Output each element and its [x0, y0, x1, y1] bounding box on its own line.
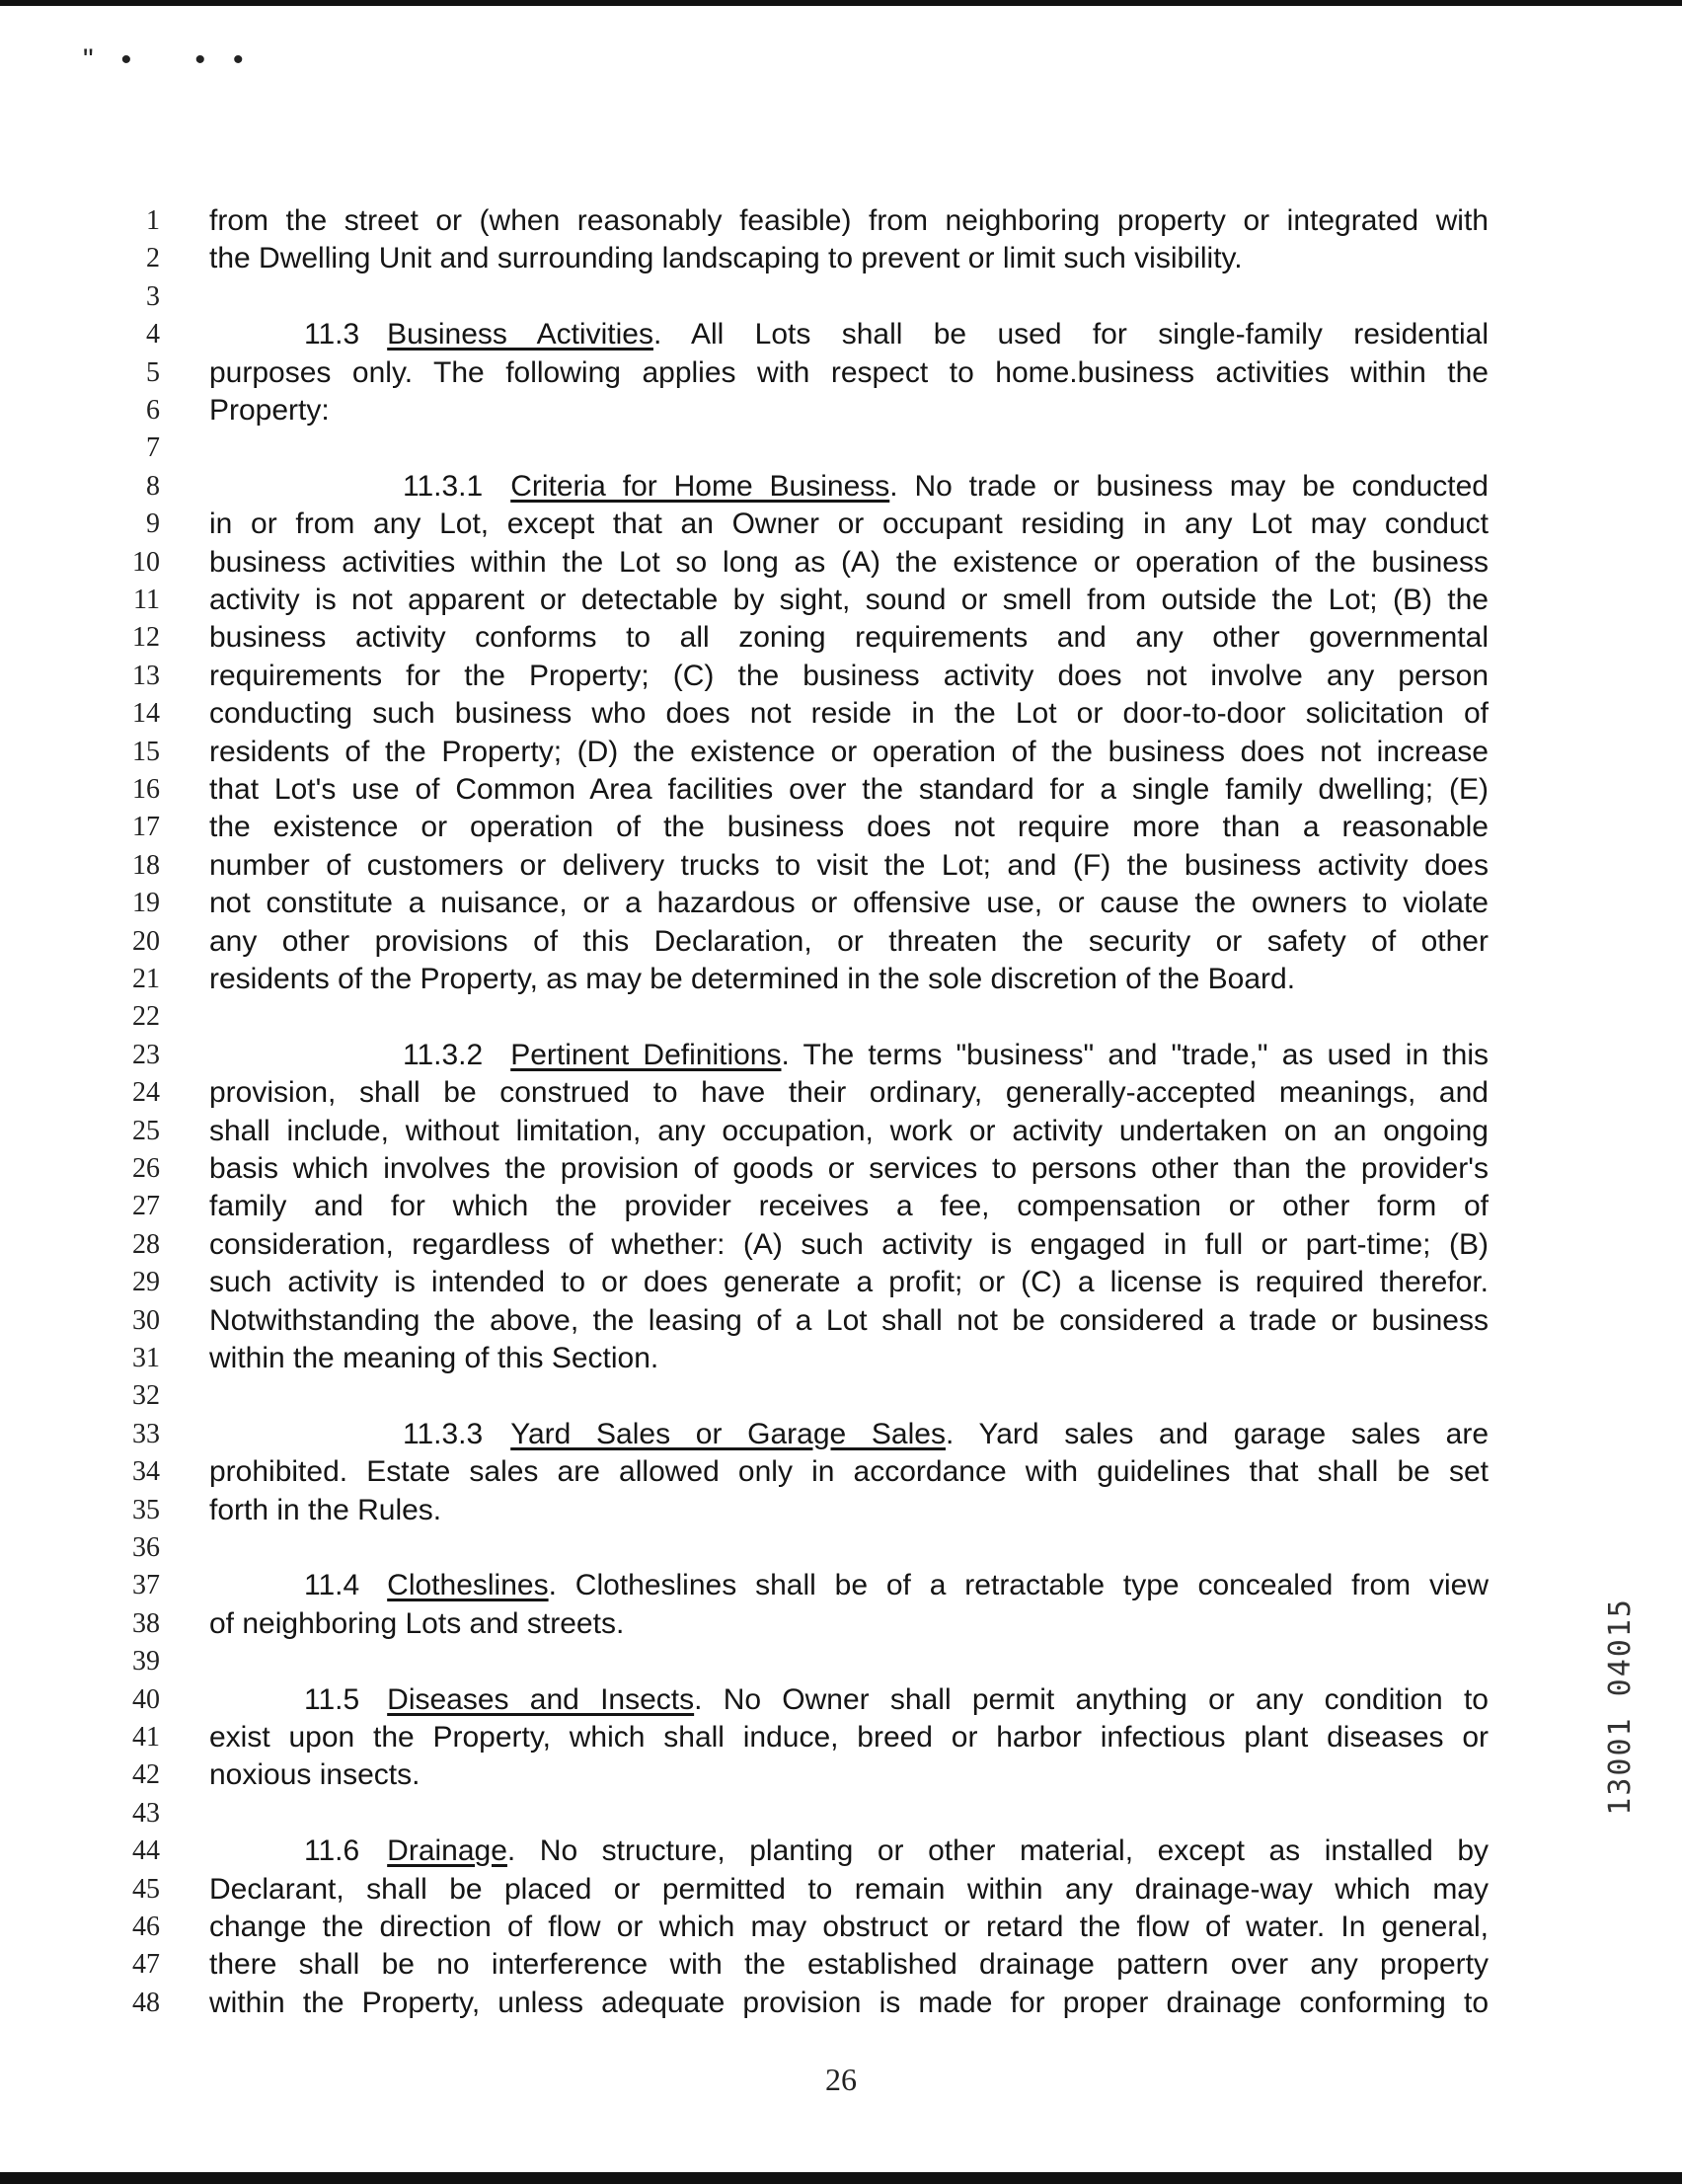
document-line [0, 583, 1682, 620]
line-text: of neighboring Lots and streets. [209, 1606, 625, 1640]
line-number: 32 [132, 1380, 160, 1412]
line-text: requirements for the Property; (C) the business activity does not involve any person [209, 659, 1489, 692]
document-line [0, 355, 1682, 393]
line-text: within the meaning of this Section. [209, 1342, 659, 1374]
document-line [0, 1910, 1682, 1947]
document-line [0, 279, 1682, 317]
page-number: 26 [825, 2062, 857, 2097]
line-text: consideration, regardless of whether: (A) such activity is engaged in full or part-time; (B) [209, 1227, 1489, 1261]
document-line [0, 1114, 1682, 1151]
document-line [0, 1796, 1682, 1833]
document-line [0, 1947, 1682, 1985]
line-number: 2 [146, 243, 160, 274]
line-number: 31 [132, 1343, 160, 1373]
document-line [0, 1189, 1682, 1226]
line-number: 45 [132, 1873, 160, 1905]
line-text: change the direction of flow or which may obstruct or retard the flow of water. In general, [209, 1911, 1489, 1943]
line-text: business activities within the Lot so long as (A) the existence or operation of the business [209, 545, 1489, 579]
section-title: Business Activities [387, 318, 653, 351]
section-heading-line [209, 317, 1489, 352]
section-number: 11.3.2 [403, 1038, 484, 1071]
line-number: 37 [132, 1570, 160, 1601]
line-number: 5 [146, 356, 160, 388]
line-number: 34 [132, 1456, 160, 1488]
line-number: 3 [146, 280, 160, 312]
document-line [0, 1606, 1682, 1644]
line-number: 9 [146, 508, 160, 540]
document-line [0, 1038, 1682, 1075]
line-number: 12 [132, 622, 160, 654]
line-number: 11 [133, 585, 160, 615]
line-number: 26 [132, 1153, 160, 1184]
document-line [0, 772, 1682, 810]
document-line [0, 430, 1682, 468]
section-text: . Yard sales and garage sales are [945, 1417, 1490, 1450]
line-number: 18 [132, 849, 160, 881]
section-number: 11.5 [304, 1682, 360, 1716]
line-text: the Dwelling Unit and surrounding landscaping to prevent or limit such visibility. [209, 242, 1243, 275]
line-text: residents of the Property; (D) the existence or operation of the business does not increase [209, 735, 1489, 768]
section-heading-line [209, 1682, 1489, 1718]
document-stamp: 13001 04015 [1603, 1598, 1638, 1816]
line-number: 30 [132, 1304, 160, 1336]
line-number: 13 [132, 660, 160, 691]
line-number: 33 [132, 1418, 160, 1449]
line-text: not constitute a nuisance, or a hazardous or offensive use, or cause the owners to violate [209, 887, 1489, 920]
scan-bottom-edge [0, 2172, 1682, 2184]
line-number: 10 [132, 546, 160, 578]
document-line [0, 848, 1682, 886]
document-line [0, 1568, 1682, 1605]
line-text: within the Property, unless adequate provision is made for proper drainage conforming to [209, 1986, 1489, 2019]
line-number: 36 [132, 1532, 160, 1563]
document-line [0, 999, 1682, 1037]
line-text: conducting such business who does not reside in the Lot or door-to-door solicitation of [209, 697, 1489, 731]
line-text: exist upon the Property, which shall induce, breed or harbor infectious plant diseases or [209, 1721, 1489, 1754]
line-text: there shall be no interference with the established drainage pattern over any property [209, 1948, 1489, 1982]
line-number: 20 [132, 925, 160, 957]
section-number: 11.4 [304, 1569, 360, 1602]
document-line [0, 1227, 1682, 1265]
document-line [0, 1720, 1682, 1757]
line-text: Notwithstanding the above, the leasing of a Lot shall not be considered a trade or business [209, 1303, 1489, 1337]
document-line [0, 1872, 1682, 1910]
section-text: . No Owner shall permit anything or any condition to [694, 1682, 1489, 1716]
section-text: . No trade or business may be conducted [889, 469, 1489, 503]
section-heading-line [209, 1568, 1489, 1603]
section-text: . Clotheslines shall be of a retractable type concealed from view [548, 1569, 1489, 1602]
document-line [0, 1682, 1682, 1720]
line-text: any other provisions of this Declaration, or threaten the security or safety of other [209, 924, 1489, 958]
document-line [0, 1265, 1682, 1302]
section-number: 11.3.1 [403, 469, 484, 503]
document-line [0, 1644, 1682, 1681]
line-number: 35 [132, 1494, 160, 1525]
line-number: 47 [132, 1949, 160, 1981]
line-number: 17 [132, 812, 160, 843]
document-line [0, 620, 1682, 658]
line-number: 48 [132, 1987, 160, 2018]
line-number: 41 [132, 1722, 160, 1753]
line-number: 21 [132, 964, 160, 994]
document-line [0, 1303, 1682, 1341]
section-number: 11.6 [304, 1834, 360, 1868]
line-number: 46 [132, 1911, 160, 1942]
document-line [0, 1075, 1682, 1113]
document-line [0, 1417, 1682, 1454]
line-number: 16 [132, 774, 160, 805]
document-line [0, 1151, 1682, 1189]
section-title: Yard Sales or Garage Sales [510, 1417, 946, 1450]
line-number: 24 [132, 1077, 160, 1109]
corner-marks: "• •• [83, 43, 271, 76]
document-line [0, 317, 1682, 354]
section-text: . No structure, planting or other material, except as installed by [506, 1834, 1489, 1868]
line-text: provision, shall be construed to have their ordinary, generally-accepted meanings, and [209, 1076, 1489, 1110]
section-title: Drainage [387, 1834, 507, 1868]
line-number: 19 [132, 888, 160, 919]
line-text: business activity conforms to all zoning requirements and any other governmental [209, 621, 1489, 655]
line-number: 23 [132, 1039, 160, 1070]
line-number: 7 [146, 432, 160, 464]
document-line [0, 1757, 1682, 1795]
line-text: purposes only. The following applies with respect to home.business activities within the [209, 355, 1489, 389]
document-line [0, 1833, 1682, 1871]
line-number: 29 [132, 1267, 160, 1298]
line-text: the existence or operation of the business does not require more than a reasonable [209, 811, 1489, 844]
document-line [0, 1530, 1682, 1568]
document-line [0, 810, 1682, 847]
document-line [0, 393, 1682, 430]
line-number: 4 [146, 319, 160, 351]
line-number: 6 [146, 395, 160, 426]
document-line [0, 1986, 1682, 2023]
section-heading-line [209, 1833, 1489, 1869]
line-text: activity is not apparent or detectable by sight, sound or smell from outside the Lot; (B) the [209, 584, 1489, 616]
line-number: 8 [146, 470, 160, 502]
line-text: in or from any Lot, except that an Owner or occupant residing in any Lot may conduct [209, 507, 1489, 541]
line-number: 27 [132, 1191, 160, 1222]
document-line [0, 507, 1682, 544]
line-number: 1 [146, 205, 160, 236]
section-title: Diseases and Insects [387, 1682, 695, 1716]
line-text: noxious insects. [209, 1758, 420, 1792]
document-line [0, 203, 1682, 241]
document-line [0, 1454, 1682, 1492]
line-text: prohibited. Estate sales are allowed only in accordance with guidelines that shall be set [209, 1455, 1489, 1489]
line-number: 14 [132, 698, 160, 730]
section-number: 11.3.3 [403, 1417, 484, 1450]
section-heading-line [209, 469, 1489, 505]
line-text: such activity is intended to or does generate a profit; or (C) a license is required therefor. [209, 1266, 1489, 1299]
line-number: 25 [132, 1115, 160, 1146]
line-text: family and for which the provider receives a fee, compensation or other form of [209, 1190, 1489, 1223]
line-number: 22 [132, 1001, 160, 1033]
scan-top-edge [0, 0, 1682, 6]
line-text: number of customers or delivery trucks to visit the Lot; and (F) the business activity does [209, 848, 1489, 882]
document-line [0, 1378, 1682, 1416]
line-text: residents of the Property, as may be determined in the sole discretion of the Board. [209, 963, 1296, 995]
line-text: Declarant, shall be placed or permitted to remain within any drainage-way which may [209, 1872, 1489, 1906]
document-line [0, 735, 1682, 772]
line-number: 42 [132, 1759, 160, 1791]
line-number: 15 [132, 736, 160, 767]
line-number: 28 [132, 1228, 160, 1260]
line-number: 44 [132, 1835, 160, 1867]
document-line [0, 469, 1682, 507]
document-line [0, 924, 1682, 962]
section-heading-line [209, 1038, 1489, 1073]
section-heading-line [209, 1417, 1489, 1452]
section-title: Pertinent Definitions [510, 1038, 782, 1071]
section-title: Criteria for Home Business [510, 469, 890, 503]
line-text: Property: [209, 394, 330, 427]
document-line [0, 545, 1682, 583]
line-text: that Lot's use of Common Area facilities over the standard for a single family dwelling; (E) [209, 773, 1489, 806]
document-line [0, 696, 1682, 734]
document-line [0, 886, 1682, 923]
line-number: 40 [132, 1683, 160, 1715]
document-line [0, 241, 1682, 278]
line-text: forth in the Rules. [209, 1493, 442, 1526]
section-number: 11.3 [304, 318, 360, 351]
line-text: basis which involves the provision of goods or services to persons other than the provider's [209, 1152, 1489, 1185]
document-line [0, 1341, 1682, 1378]
section-title: Clotheslines [387, 1569, 549, 1602]
line-number: 38 [132, 1607, 160, 1639]
section-text: . The terms "business" and "trade," as used in this [781, 1038, 1489, 1071]
line-number: 43 [132, 1797, 160, 1829]
document-line [0, 1493, 1682, 1530]
line-text: shall include, without limitation, any occupation, work or activity undertaken on an ongoing [209, 1114, 1489, 1147]
section-text: . All Lots shall be used for single-family residential [652, 318, 1489, 351]
document-line [0, 659, 1682, 696]
document-line [0, 962, 1682, 999]
line-number: 39 [132, 1646, 160, 1677]
line-text: from the street or (when reasonably feasible) from neighboring property or integrated with [209, 204, 1489, 237]
